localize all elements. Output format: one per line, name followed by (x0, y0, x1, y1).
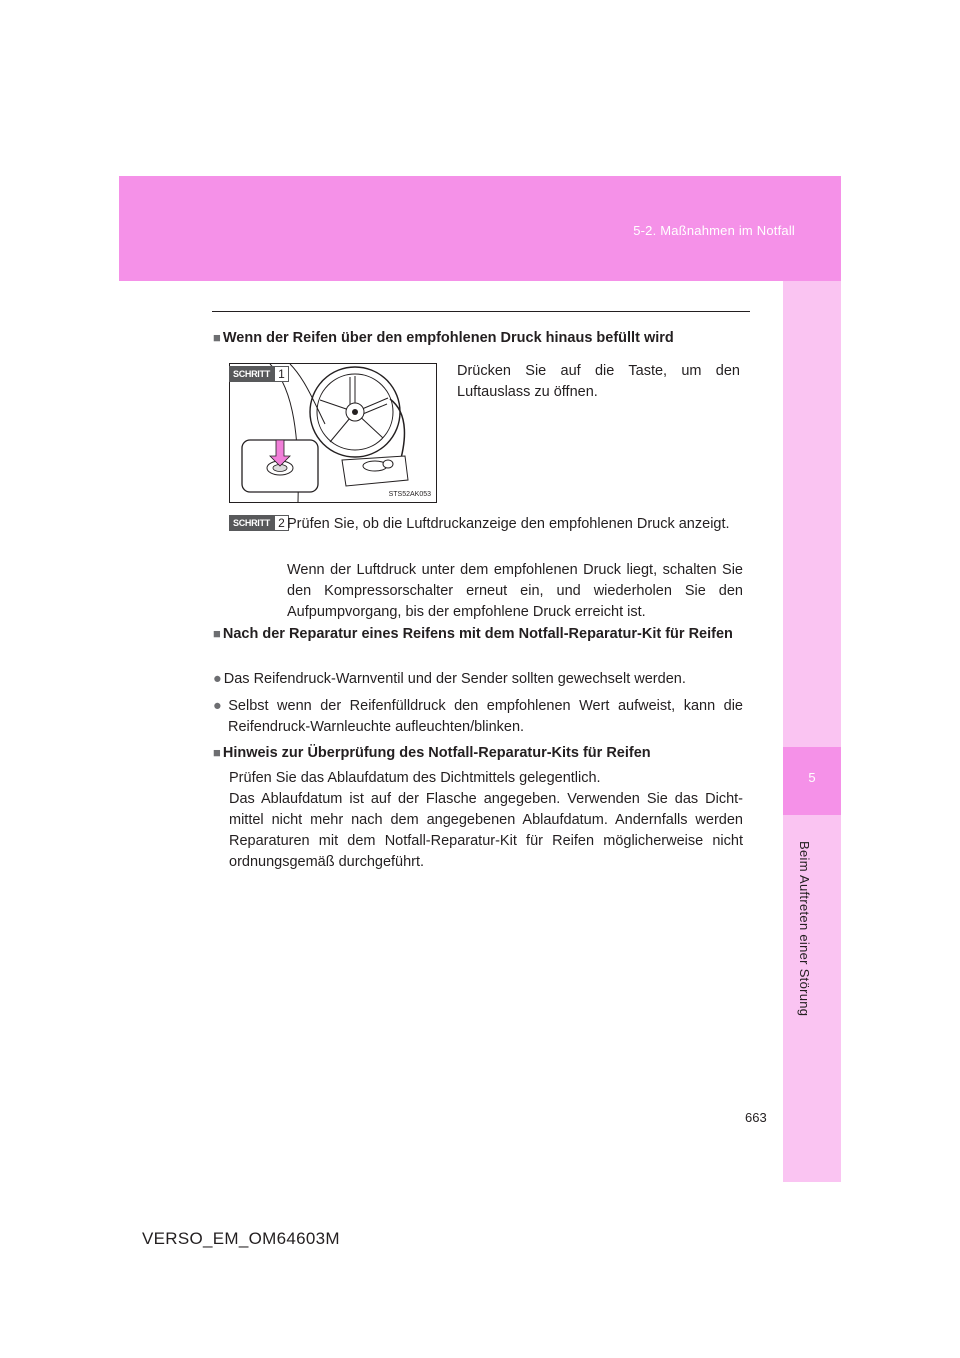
section1-heading (213, 327, 674, 349)
side-tab-lower[interactable] (783, 815, 841, 1182)
bullet-text: Selbst wenn der Reifenfülldruck den empfohlenen Wert aufweist, kann die Reifendruck-Warnleuchte aufleuchten/blinken. (228, 698, 743, 735)
section2-heading-text: Nach der Reparatur eines Reifens mit dem Notfall-Reparatur-Kit für Reifen (222, 626, 733, 642)
section3-heading-text: Hinweis zur Überprüfung des Notfall-Reparatur-Kits für Reifen (222, 745, 651, 761)
step1-badge (229, 366, 289, 382)
square-bullet-icon: ■ (213, 330, 221, 345)
chapter-number: 5 (808, 770, 816, 785)
tire-compressor-drawing (230, 364, 436, 502)
step-number: 1 (274, 366, 289, 382)
tire-compressor-illustration (229, 363, 437, 503)
step-label: SCHRITT (229, 366, 274, 382)
header-band (119, 176, 841, 281)
illustration-code: STS52AK053 (388, 491, 431, 498)
step-number: 2 (274, 515, 289, 531)
chapter-number-tab[interactable] (783, 747, 841, 815)
square-bullet-icon: ■ (213, 745, 221, 760)
section2-heading (213, 623, 743, 645)
step1-text: Drücken Sie auf die Taste, um den Luftauslass zu öffnen. (457, 363, 740, 400)
side-tab-upper (783, 281, 841, 747)
step2-badge (229, 515, 289, 531)
step2-text: Prüfen Sie, ob die Luftdruckanzeige den empfohlenen Druck anzeigt. (287, 516, 730, 532)
section3-heading (213, 742, 651, 764)
bullet-item (213, 669, 743, 690)
section3-paragraph1: Prüfen Sie das Ablaufdatum des Dichtmittels gelegentlich. (229, 770, 601, 786)
section1-heading-text: Wenn der Reifen über den empfohlenen Druck hinaus befüllt wird (222, 330, 674, 346)
section-title: 5-2. Maßnahmen im Notfall (633, 223, 795, 238)
section-divider (212, 311, 750, 312)
step-label: SCHRITT (229, 515, 274, 531)
bullet-item (213, 696, 743, 738)
round-bullet-icon: ● (213, 698, 227, 714)
page-number: 663 (745, 1110, 767, 1125)
chapter-label: Beim Auftreten einer Störung (797, 841, 812, 1017)
round-bullet-icon: ● (213, 671, 222, 687)
document-code: VERSO_EM_OM64603M (142, 1229, 340, 1248)
step2-note: Wenn der Luftdruck unter dem empfohlenen Druck liegt, schalten Sie den Kompressorschalter erneut ein, und wiederholen Sie den Aufpumpvorgang, bis der empfohlene Druck erreicht ist. (287, 562, 743, 620)
square-bullet-icon: ■ (213, 626, 221, 641)
bullet-text: Das Reifendruck-Warnventil und der Sender sollten gewechselt werden. (223, 671, 686, 687)
section3-paragraph2: Das Ablaufdatum ist auf der Flasche angegeben. Verwenden Sie das Dicht-mittel nicht mehr nach dem angegebenen Ablaufdatum. Andernfalls werden Reparaturen mit dem Notfall-Reparatur-Kit für Reifen möglicherweise nicht ordnungsgemäß durchgeführt. (229, 791, 743, 870)
